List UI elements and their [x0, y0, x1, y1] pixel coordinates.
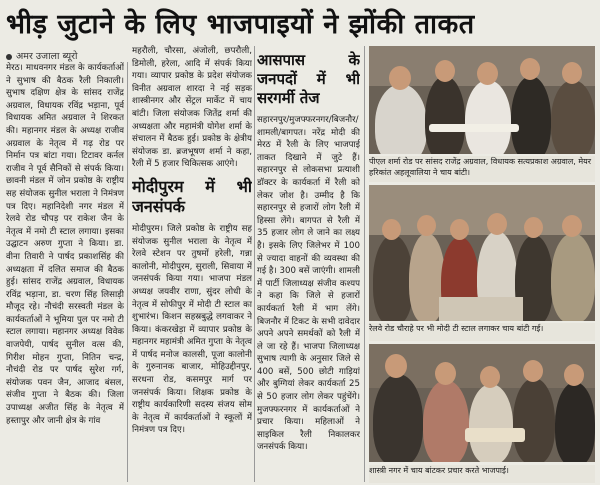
photo-caption-1: पीएल शर्मा रोड पर सांसद राजेंद्र अग्रवाल, विधायक सत्यप्रकाश अग्रवाल, मेयर हरिकांत अहलूवालिया ने चाय बांटी।: [369, 156, 595, 182]
headline: भीड़ जुटाने के लिए भाजपाइयों ने झोंकी ताकत: [6, 9, 475, 40]
article-column-1: मेरठ। माधवनगर मंडल के कार्यकर्ताओं ने सुभाष की बैठक रैली निकाली। सुभाष दक्षिण क्षेत्र के सांसद राजेंद्र अग्रवाल, विधायक रविंद्र भड़ाना, पूर्व विधायक अमित अग्रवाल ने शिरकत की। महानगर मंडल के अध्यक्ष राजीव अग्रवाल के नेतृत्व में गढ़ रोड पर निर्मान पत्र बांटा गया। टिटावर कर्नल राजीव ने पूर्व सैनिकों से संपर्क किया। छावनी मंडल में जोन प्रकोष्ठ के राष्ट्रीय सह संयोजक सुनील भराला ने निमंत्रण पत्र दिए। महानिदेशी नगर मंडल में रेलवे रोड चौपड़ पर राकेश जैन के नेतृत्व में नमो टी स्टाल लगाया। इसका उद्घाटन अरुण गुप्ता ने किया। डा. वीना तिवारी ने पार्षद प्रकाशसिंह की अध्यक्षता में दलित समाज की बैठक हुई। सांसद राजेंद्र अग्रवाल, विधायक रविंद्र भड़ाना, डा. चरण सिंह लिसाड़ी मौजूद रहे। नौचंदी सरस्वती मंडल के कार्यकर्ताओं ने भूमिया पुल पर नमो टी स्टाल लगाया। महानगर अध्यक्ष विवेक वाजपेयी, पार्षद सुनील वत्स की, गिरीश मोहन गुप्ता, नितिन चन्द्र, नौचंदी रोड पर पार्षद सुरेश गर्ग, संयोजक पवन जैन, आजाद बंसल, संजीव गुप्ता ने बैठक की। जिला उपाध्यक्ष अजीत सिंह के नेतृत्व में हस्तापुर और जानी क्षेत्र के गांव: [6, 63, 124, 426]
column-3-text: सहारनपुर/मुजफ्फरनगर/बिजनौर/शामली/बागपत। नरेंद्र मोदी की मेरठ में रैली के लिए भाजपाई ताकत दिखाने में जुटे हैं। सहारनपुर से लोकसभा प्रत्याशी डॉक्टर के कार्यकर्ता में रैली को लेकर जोश है। उम्मीद है कि सहारनपुर से हजारों लोग रैली में हिस्सा लेंगे। बागपत से रैली में 35 हजार लोग ले जाने का लक्ष्य है। इसके लिए जिलेभर में 100 से ज्यादा वाहनों की व्यवस्था की गई है। 300 बसें जाएंगी। शामली में पार्टी जिलाध्यक्ष संजीव कश्यप ने कहा कि जिले से हजारों कार्यकर्ता रैली में भाग लेंगे। बिजनौर में टिकट के सभी दावेदार अपने अपने समर्थकों को रैली में ले जा रहे हैं। भाजपा जिलाध्यक्ष सुभाष त्यागी के अनुसार जिले से 400 बसें, 500 छोटी गाड़ियां और बुग्गियां लेकर कार्यकर्ता 25 से 50 हजार लोग लेकर पहुंचेंगे। मुजफ्फरनगर में कार्यकर्ताओं ने प्रचार किया। महिलाओं ने साइकिल रैली निकालकर जनसंपर्क किया।: [257, 115, 360, 453]
bullet-icon: [6, 54, 12, 60]
column-divider: [364, 46, 365, 482]
column-2-top-text: महरौली, चौरसा, अंजोली, छपरौली, डिमोली, हरेला, आदि में संपर्क किया गया। व्यापार प्रकोष्ठ के प्रदेश संयोजक विनीत अग्रवाल शारदा ने नई सड़क शास्त्रीनगर और सेंट्रल मार्केट में चाय बांटी। जिला संयोजक जितेंद्र शर्मा की अध्यक्षता और महामंत्री योगेश शर्मा के संचालन में बैठक हुई। प्रकोष्ठ के क्षेत्रीय संयोजक डा. ब्रजभूषण शर्मा ने कहा, रैली में 5 हजार चिकित्सक आएंगे।: [132, 46, 252, 170]
photo-tea-distribution-mp: [369, 46, 595, 154]
column-divider: [127, 62, 128, 482]
photo-shastri-nagar: [369, 344, 595, 462]
subheading-nearby-districts: आसपास के जनपदों में भी सरगर्मी तेज: [257, 51, 360, 107]
byline: [6, 49, 78, 62]
photo-caption-3: शास्त्री नगर में चाय बांटकर प्रचार करते भाजपाई।: [369, 465, 595, 483]
column-2-bottom-text: मोदीपुरम। जिले प्रकोष्ठ के राष्ट्रीय सह संयोजक सुनील भराला के नेतृत्व में रेलवे स्टेशन पर तुषमों हरेली, गन्ना कालोनी, मोदीपुरम, सुराली, सिवाया में जनसंपर्क किया गया। भाजपा मंडल अध्यक्ष जयवीर राणा, सुंदर लोधी के नेतृत्व में सोफीपुर में मोदी टी स्टाल का शुभारंभ। किशन सहस्रबुद्धे लगवाकर ने किया। कंकरखेड़ा में व्यापार प्रकोष्ठ के महानगर महामंत्री अमित गुप्ता के नेतृत्व में पार्षद मनोज कालसी, पूजा कालोनी के गुरुनानक बाजार, मोहिउद्दीनपुर, सरधना रोड, कसमपुर मार्ग पर जनसंपर्क किया। शिक्षक प्रकोष्ठ के राष्ट्रीय कार्यकारिणी सदस्य संजय सोम के नेतृत्व में कार्यकर्ताओं ने स्कूलों में निमंत्रण पत्र दिए।: [132, 223, 252, 436]
photo-namo-tea-stall: [369, 185, 595, 321]
column-divider: [254, 46, 255, 482]
byline-text: अमर उजाला ब्यूरो: [16, 51, 78, 62]
article-column-3: [257, 45, 360, 482]
photo-caption-2: रेलवे रोड चौराहे पर भी मोदी टी स्टाल लगाकर चाय बांटी गई।: [369, 323, 595, 341]
subheading-modipuram: मोदीपुरम में भी जनसंपर्क: [132, 176, 252, 216]
article-column-2: [132, 45, 252, 482]
